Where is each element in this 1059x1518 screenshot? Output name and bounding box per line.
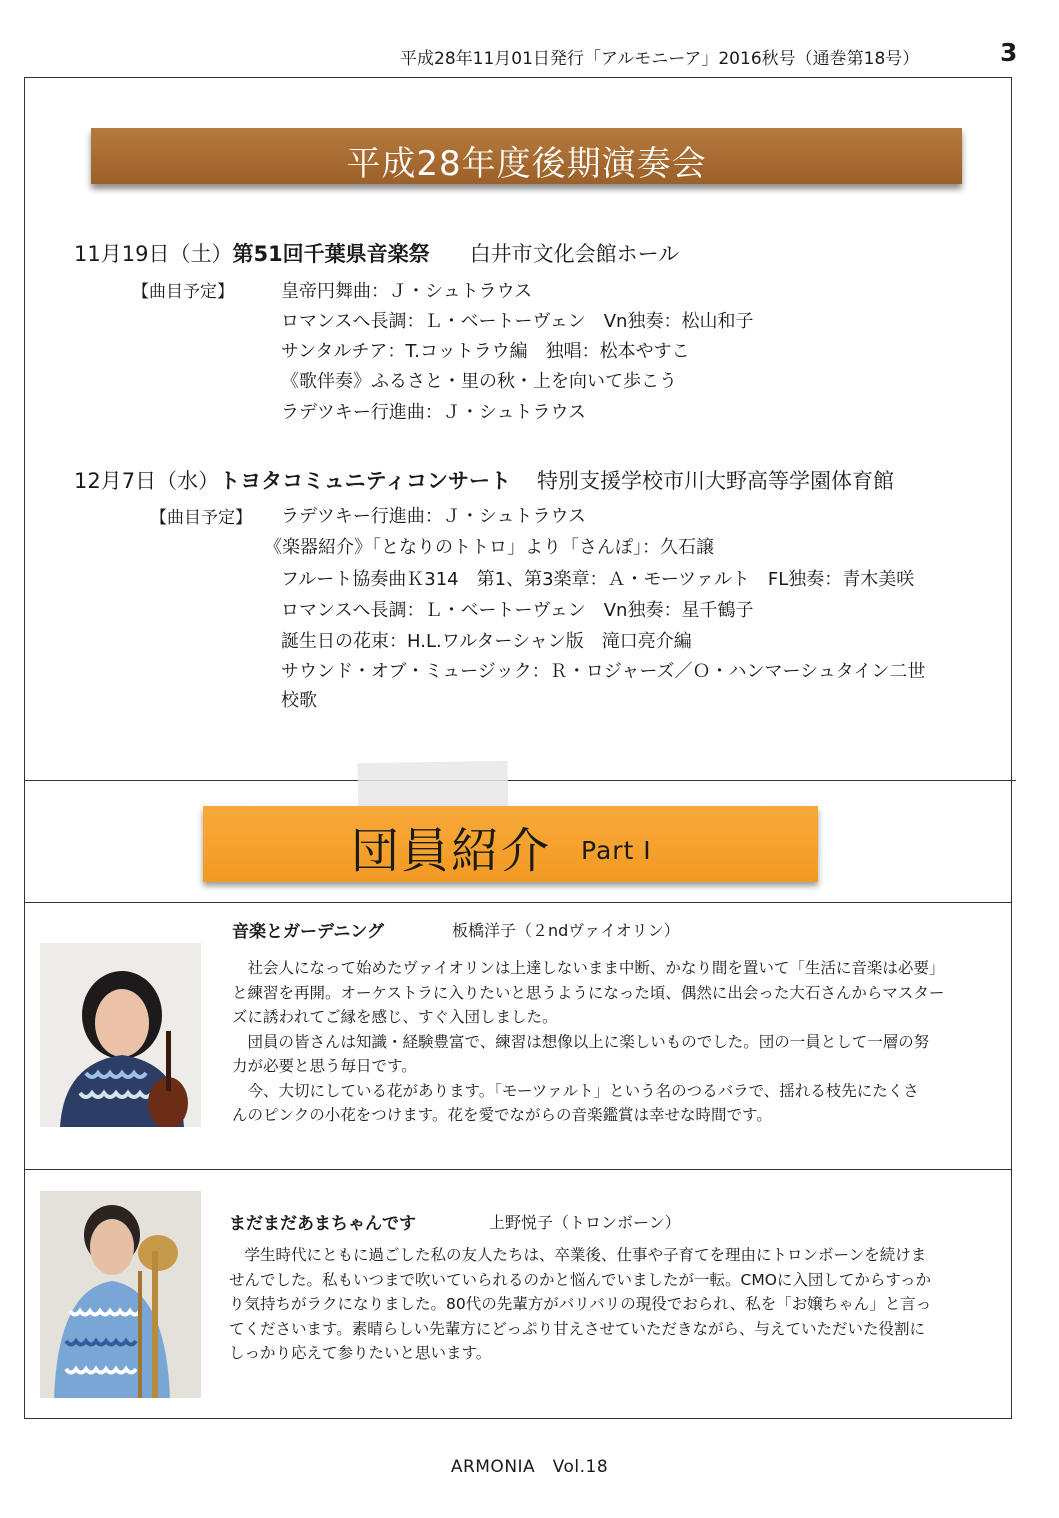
- essay-line: ズに誘われてご縁を感じ、すぐ入団しました。: [232, 1008, 558, 1026]
- event-heading: [74, 238, 679, 268]
- section-divider: [24, 1169, 1012, 1170]
- members-title: 団員紹介: [351, 823, 552, 879]
- event-date: 12月7日（水）: [74, 469, 220, 493]
- program-item: 《楽器紹介》「となりのトトロ」より「さんぽ」：久石譲: [264, 537, 714, 558]
- essay-title: まだまだあまちゃんです: [229, 1214, 416, 1234]
- violinist-portrait-icon: [40, 943, 201, 1127]
- program-item: 皇帝円舞曲：Ｊ・シュトラウス: [281, 281, 533, 302]
- program-item: サンタルチア：T.コットラウ編 独唱：松本やすこ: [281, 341, 690, 362]
- essay-line: り気持ちがラクになりました。80代の先輩方がバリバリの現役でおられ、私を「お嬢ちゃん」と言っ: [229, 1295, 932, 1313]
- concert-title: 平成28年度後期演奏会: [346, 144, 707, 184]
- event-venue: 特別支援学校市川大野高等学園体育館: [537, 469, 894, 493]
- program-item: ロマンスへ長調：Ｌ・ベートーヴェン Vn独奏：松山和子: [281, 311, 754, 332]
- section-divider: [24, 780, 1016, 781]
- program-label: 【曲目予定】: [132, 282, 234, 302]
- essay-author: 上野悦子（トロンボーン）: [489, 1213, 681, 1232]
- page-number: 3: [1000, 38, 1018, 67]
- essay-title: 音楽とガーデニング: [232, 922, 384, 942]
- members-banner: [203, 806, 818, 882]
- event-heading: [74, 465, 894, 495]
- program-label: 【曲目予定】: [150, 508, 252, 528]
- program-item: ラデツキー行進曲：Ｊ・シュトラウス: [281, 402, 586, 423]
- program-item: ロマンスへ長調：Ｌ・ベートーヴェン Vn独奏：星千鶴子: [281, 600, 754, 621]
- essay-line: てくださいます。素晴らしい先輩方にどっぷり甘えさせていただきながら、与えていただいた役割に: [229, 1319, 925, 1338]
- essay-line: と練習を再開。オーケストラに入りたいと思うようになった頃、偶然に出会った大石さんからマスター: [232, 983, 945, 1002]
- program-item: フルート協奏曲Ｋ314 第1、第3楽章：Ａ・モーツァルト FL独奏：青木美咲: [281, 569, 915, 590]
- members-subtitle: Part I: [581, 836, 652, 865]
- essay-line: しっかり応えて参りたいと思います。: [229, 1344, 492, 1362]
- footer: ARMONIA Vol.18: [450, 1457, 609, 1477]
- program-item: 誕生日の花束：H.L.ワルターシャン版 滝口亮介編: [281, 631, 692, 652]
- program-item: 校歌: [281, 690, 317, 711]
- essay-line: んのピンクの小花をつけます。花を愛でながらの音楽鑑賞は幸せな時間です。: [232, 1106, 772, 1124]
- issue-line: 平成28年11月01日発行「アルモニーア」2016秋号（通巻第18号）: [400, 49, 920, 69]
- essay-line: 団員の皆さんは知識・経験豊富で、練習は想像以上に楽しいものでした。団の一員として一層の努: [232, 1032, 930, 1051]
- section-divider: [24, 902, 1012, 903]
- event-name: 第51回千葉県音楽祭: [232, 242, 430, 266]
- essay-line: 今、大切にしている花があります。「モーツァルト」という名のつるバラで、揺れる枝先にたくさ: [232, 1081, 919, 1100]
- essay-body: [232, 956, 944, 1128]
- program-item: サウンド・オブ・ミュージック：Ｒ・ロジャーズ／Ｏ・ハンマーシュタイン二世: [281, 661, 926, 682]
- member-photo-trombonist: [40, 1191, 201, 1398]
- event-name: トヨタコミュニティコンサート: [219, 469, 511, 493]
- essay-line: 力が必要と思う毎日です。: [232, 1057, 417, 1075]
- essay-line: 学生時代にともに過ごした私の友人たちは、卒業後、仕事や子育てを理由にトロンボーンを続けま: [229, 1246, 927, 1264]
- essay-body: [229, 1243, 931, 1366]
- essay-author: 板橋洋子（２ndヴァイオリン）: [452, 921, 680, 940]
- event-venue: 白井市文化会館ホール: [469, 242, 680, 266]
- trombonist-portrait-icon: [40, 1191, 201, 1398]
- program-item: 《歌伴奏》ふるさと・里の秋・上を向いて歩こう: [281, 371, 677, 392]
- member-photo-violinist: [40, 943, 201, 1127]
- program-item: ラデツキー行進曲：Ｊ・シュトラウス: [281, 506, 586, 527]
- event-date: 11月19日（土）: [74, 242, 233, 266]
- concert-banner: [91, 128, 962, 184]
- essay-line: 社会人になって始めたヴァイオリンは上達しないまま中断、かなり間を置いて「生活に音楽は必要」: [232, 959, 945, 977]
- essay-line: せんでした。私もいつまで吹いていられるのかと悩んでいましたが一転。CMOに入団してからすっか: [229, 1270, 931, 1289]
